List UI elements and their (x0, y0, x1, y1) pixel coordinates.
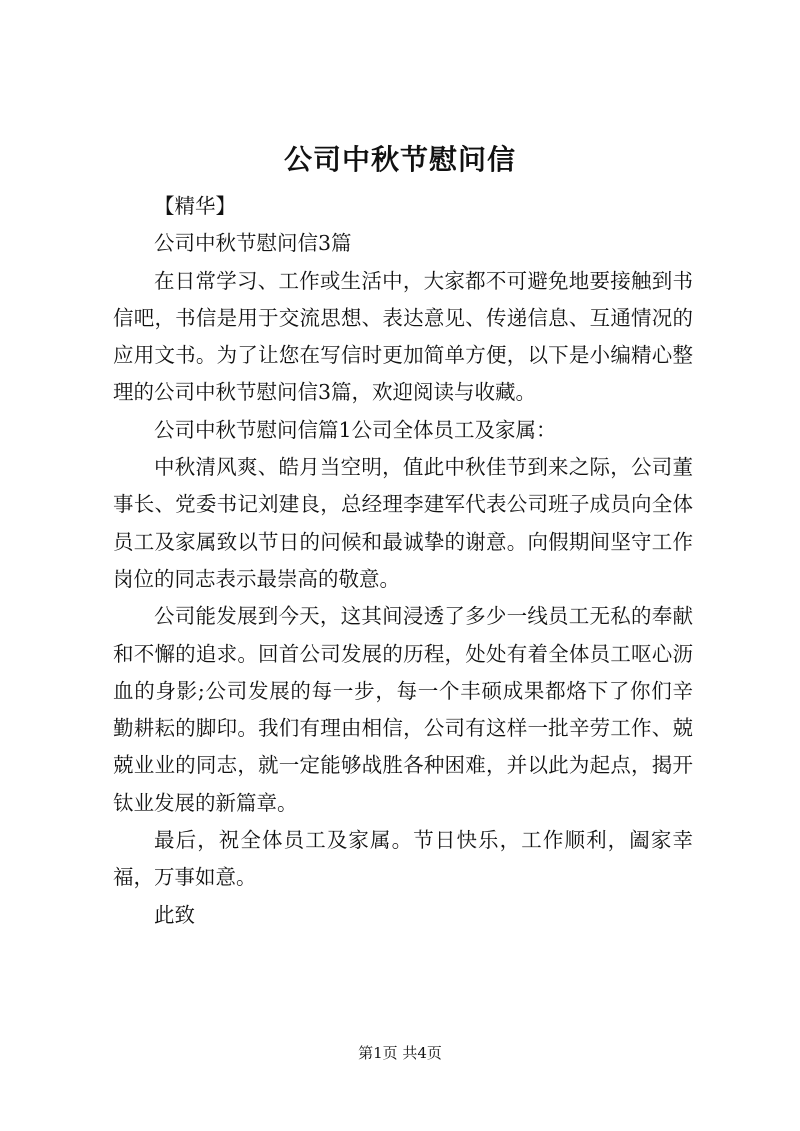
document-body (113, 188, 693, 934)
paragraph-closing: 此致 (154, 902, 195, 927)
page-number: 第1页 共4页 (358, 1044, 442, 1062)
paragraph-appreciation: 公司能发展到今天，这其间浸透了多少一线员工无私的奉献和不懈的追求。回首公司发展的历程，处处有着全体员工呕心沥血的身影;公司发展的每一步，每一个丰硕成果都烙下了你们辛勤耕耘的脚印。我们有理由相信，公司有这样一批辛劳工作、兢兢业业的同志，就一定能够战胜各种困难，并以此为起点，揭开钛业发展的新篇章。 (113, 604, 693, 815)
paragraph-heading: 公司中秋节慰问信3篇 (154, 231, 352, 256)
document-title: 公司中秋节慰问信 (283, 143, 516, 176)
paragraph-greeting: 中秋清风爽、皓月当空明，值此中秋佳节到来之际，公司董事长、党委书记刘建良，总经理李建军代表公司班子成员向全体员工及家属致以节日的问候和最诚挚的谢意。向假期间坚守工作岗位的同志表示最崇高的敬意。 (113, 455, 693, 591)
paragraph-tag: 【精华】 (154, 194, 236, 218)
paragraph-salutation: 公司中秋节慰问信篇1公司全体员工及家属： (154, 417, 557, 442)
paragraph-intro: 在日常学习、工作或生活中，大家都不可避免地要接触到书信吧，书信是用于交流思想、表达意见、传递信息、互通情况的应用文书。为了让您在写信时更加简单方便，以下是小编精心整理的公司中秋节慰问信3篇，欢迎阅读与收藏。 (113, 268, 693, 405)
paragraph-wishes: 最后，祝全体员工及家属。节日快乐，工作顺利，阖家幸福，万事如意。 (113, 828, 693, 890)
